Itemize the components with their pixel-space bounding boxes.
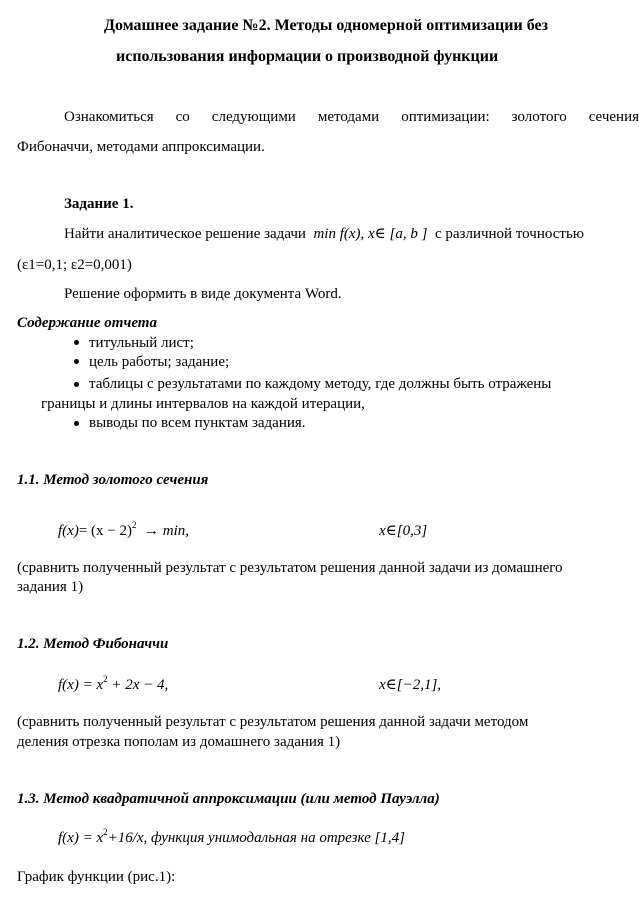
formula-exponent: 2: [103, 827, 108, 837]
report-item: цель работы; задание;: [89, 354, 230, 370]
section-1-1-note-line-2: задания 1): [17, 579, 84, 595]
section-1-1-note-line-1: (сравнить полученный результат с результатом решения данной задачи из домашнего: [17, 560, 563, 576]
intro-word: методами: [317, 109, 380, 125]
task-1-line-1: [64, 225, 584, 243]
section-1-3-heading: 1.3. Метод квадратичной аппроксимации (или метод Пауэлла): [17, 791, 440, 807]
intro-line-2: Фибоначчи, методами аппроксимации.: [17, 139, 265, 155]
bullet-icon: [74, 421, 79, 426]
bullet-icon: [74, 382, 79, 387]
task-1-suffix: с различной точностью: [434, 226, 584, 242]
intro-word: золотого: [511, 109, 567, 125]
formula-part: → min,: [144, 523, 189, 539]
formula-exponent: 2: [103, 674, 108, 684]
formula-part: f(x) = x: [58, 677, 104, 693]
report-item: выводы по всем пунктам задания.: [89, 415, 306, 431]
formula-part: = (x − 2): [78, 523, 132, 539]
formula-part: f(x): [58, 523, 79, 539]
formula-part: +16/x, функция унимодальная на отрезке [1,4]: [107, 830, 405, 846]
formula-exponent: 2: [132, 520, 137, 530]
task-1-heading: Задание 1.: [64, 196, 134, 212]
section-1-3-formula: [58, 829, 405, 847]
bullet-icon: [74, 359, 79, 364]
section-1-2-note-line-1: (сравнить полученный результат с результатом решения данной задачи методом: [17, 714, 529, 730]
section-1-1-heading: 1.1. Метод золотого сечения: [17, 472, 209, 488]
section-1-2-interval: x∈[−2,1],: [379, 677, 442, 693]
intro-word: следующими: [211, 109, 296, 125]
section-1-1-formula: [58, 522, 189, 540]
intro-word: со: [175, 109, 190, 125]
intro-word: сечения: [588, 109, 639, 125]
section-1-2-formula: [58, 676, 168, 694]
report-heading: Содержание отчета: [17, 315, 157, 331]
task-1-line-3: Решение оформить в виде документа Word.: [64, 286, 342, 302]
intro-line-1: [64, 108, 639, 126]
section-1-2-heading: 1.2. Метод Фибоначчи: [17, 636, 169, 652]
report-item-continuation: границы и длины интервалов на каждой итерации,: [41, 396, 365, 412]
intro-word: Ознакомиться: [64, 109, 154, 125]
report-item: титульный лист;: [89, 335, 194, 351]
report-item: таблицы с результатами по каждому методу, где должны быть отражены: [89, 376, 552, 392]
document-title-line-1: Домашнее задание №2. Методы одномерной оптимизации без: [104, 17, 549, 34]
intro-word: оптимизации:: [401, 109, 490, 125]
bullet-icon: [74, 340, 79, 345]
section-1-1-interval: x∈[0,3]: [379, 523, 428, 539]
section-1-2-note-line-2: деления отрезка пополам из домашнего задания 1): [17, 734, 341, 750]
formula-part: + 2x − 4,: [111, 677, 169, 693]
graph-caption: График функции (рис.1):: [17, 869, 176, 885]
task-1-formula: min f(x), x∈ [a, b ]: [313, 226, 428, 242]
document-title-line-2: использования информации о производной функции: [116, 48, 499, 65]
formula-part: f(x) = x: [58, 830, 104, 846]
task-1-line-2: (ε1=0,1; ε2=0,001): [17, 257, 132, 273]
task-1-prefix: Найти аналитическое решение задачи: [64, 226, 306, 242]
